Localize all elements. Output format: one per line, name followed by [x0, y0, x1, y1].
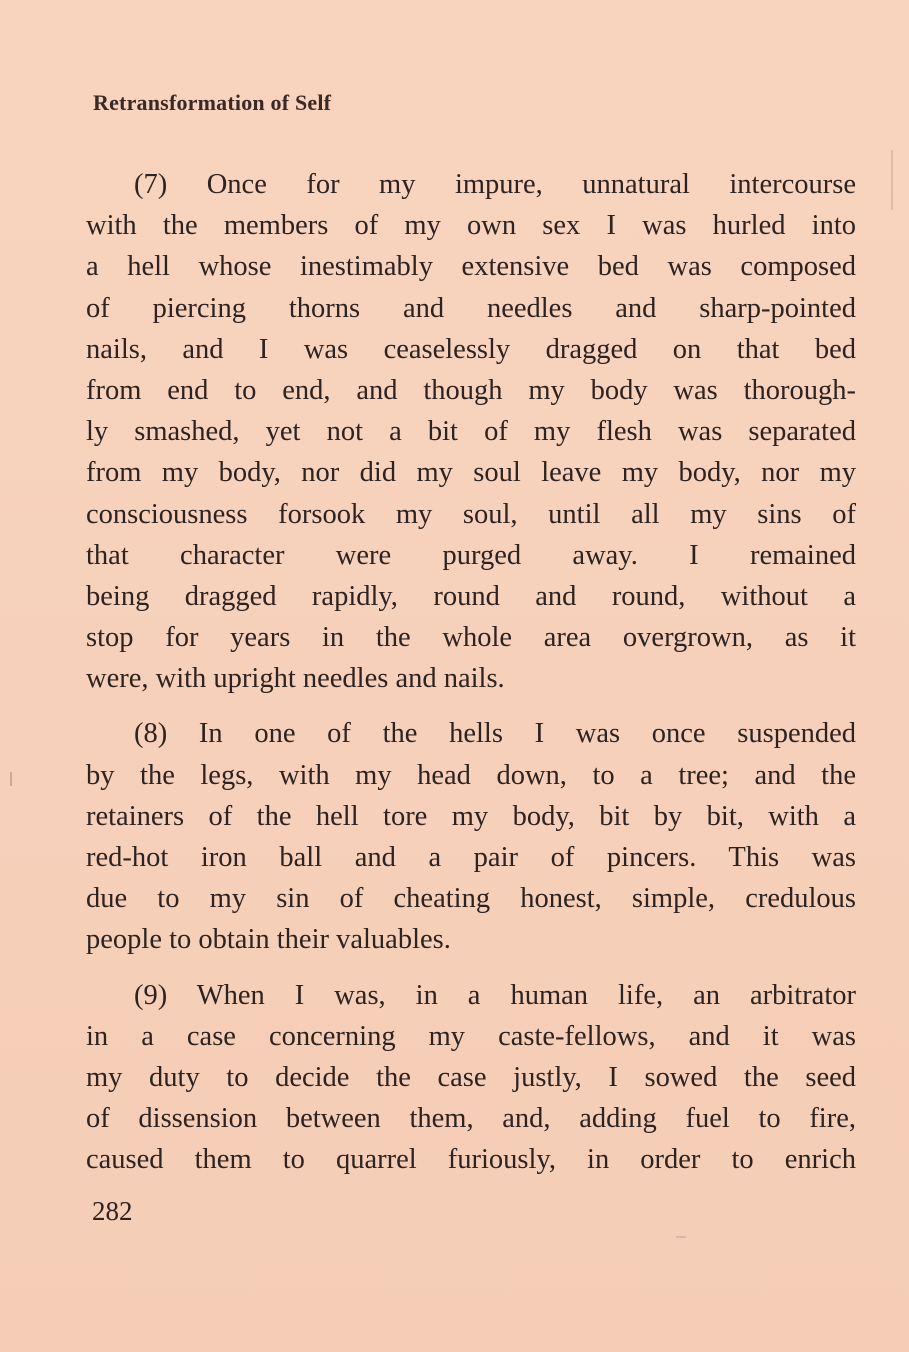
text-line: people to obtain their valuables. [86, 924, 451, 956]
text-line: nails, and I was ceaselessly dragged on that bed [86, 333, 856, 365]
text-line: of dissension between them, and, adding fuel to fire, [86, 1103, 856, 1135]
text-line: (8) In one of the hells I was once suspended [134, 718, 856, 750]
text-line: of piercing thorns and needles and sharp-pointed [86, 292, 856, 324]
text-line: by the legs, with my head down, to a tree; and the [86, 759, 856, 791]
text-line: (7) Once for my impure, unnatural intercourse [134, 169, 856, 200]
page-number: 282 [92, 1196, 133, 1226]
paragraph-8 [86, 713, 856, 960]
paragraph-7 [86, 164, 856, 699]
margin-mark [676, 1236, 686, 1238]
text-line: my duty to decide the case justly, I sowed the seed [86, 1061, 856, 1093]
margin-mark [10, 772, 12, 786]
text-line: being dragged rapidly, round and round, without a [86, 580, 856, 612]
text-line: red-hot iron ball and a pair of pincers. This was [86, 842, 856, 873]
text-line: were, with upright needles and nails. [86, 663, 505, 695]
text-line: consciousness forsook my soul, until all my sins of [86, 498, 856, 530]
paragraph-9 [86, 975, 856, 1181]
text-line: from end to end, and though my body was thorough- [86, 374, 856, 406]
text-line: caused them to quarrel furiously, in order to enrich [86, 1144, 856, 1176]
text-line: stop for years in the whole area overgrown, as it [86, 622, 856, 654]
body-text [86, 164, 856, 1195]
text-line: due to my sin of cheating honest, simple, credulous [86, 883, 856, 915]
text-line: a hell whose inestimably extensive bed was composed [86, 251, 856, 283]
text-line: with the members of my own sex I was hurled into [86, 210, 856, 242]
text-line: ly smashed, yet not a bit of my flesh was separated [86, 416, 856, 448]
text-line: (9) When I was, in a human life, an arbitrator [134, 979, 856, 1011]
text-line: that character were purged away. I remained [86, 539, 856, 571]
text-line: retainers of the hell tore my body, bit by bit, with a [86, 800, 856, 832]
text-line: from my body, nor did my soul leave my body, nor my [86, 457, 856, 489]
text-line: in a case concerning my caste-fellows, and it was [86, 1020, 856, 1052]
running-head: Retransformation of Self [93, 90, 332, 115]
margin-mark [891, 150, 893, 210]
